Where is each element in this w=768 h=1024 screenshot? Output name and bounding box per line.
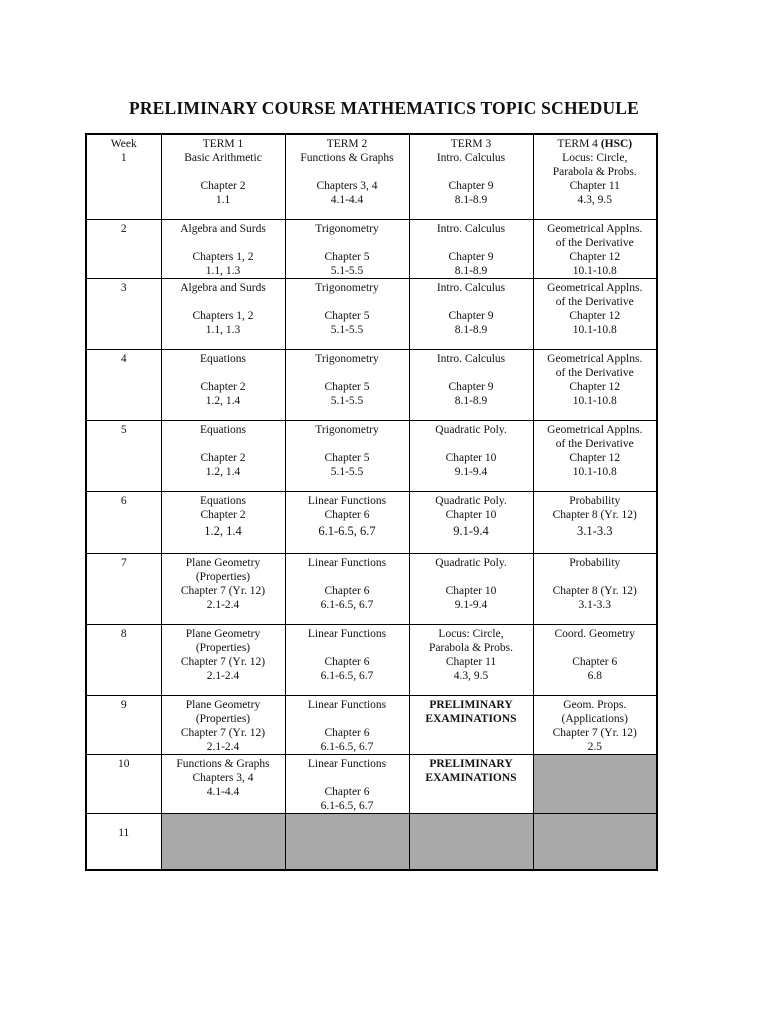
term-4-cell [533,624,657,695]
chapter: Chapter 6 [324,726,370,739]
topic: Geometrical Applns. [547,281,643,294]
topic: Quadratic Poly. [435,423,507,436]
chapter: Chapter 8 (Yr. 12) [552,584,637,597]
term-3-cell [409,754,533,813]
sections: 1.2, 1.4 [204,523,242,538]
topic-line-2: Parabola & Probs. [428,641,513,654]
sections: 4.1-4.4 [206,785,240,798]
term-3-cell [409,349,533,420]
topic: Equations [200,352,246,365]
term-2-cell [285,624,409,695]
topic: Equations [200,494,246,507]
term-1-cell [161,754,285,813]
page-title: PRELIMINARY COURSE MATHEMATICS TOPIC SCHEDULE [128,98,640,118]
chapter: Chapter 11 [569,180,620,192]
week-number: 4 [120,352,127,365]
topic-line-2: of the Derivative [555,366,634,379]
sections: 1.2, 1.4 [205,394,241,407]
week-cell [86,420,161,491]
week-number: 9 [120,698,127,711]
term-name: TERM 2 [326,138,368,150]
term-3-cell [409,624,533,695]
week-number: 6 [120,494,127,507]
sections: 9.1-9.4 [454,598,488,611]
term-4-cell [533,553,657,624]
chapter: Chapter 2 [200,451,246,464]
topic: Intro. Calculus [436,222,506,235]
topic: Algebra and Surds [180,222,266,235]
topic: Geometrical Applns. [547,222,643,235]
term-1-cell [161,134,285,219]
chapter: Chapter 6 [324,584,370,597]
sections: 8.1-8.9 [454,394,488,407]
sections: 2.1-2.4 [206,669,240,682]
table-row-week-6 [86,491,657,553]
topic-line-2: of the Derivative [555,236,634,249]
sections: 4.1-4.4 [330,194,364,206]
chapter: Chapter 8 (Yr. 12) [552,508,637,521]
topic: Plane Geometry [185,698,261,711]
term-name: TERM 3 [450,138,492,150]
chapter: Chapter 7 (Yr. 12) [552,726,637,739]
chapter: Chapters 3, 4 [192,771,254,784]
shaded-cell [533,813,657,870]
chapter: Chapters 3, 4 [316,180,378,192]
table-row-week-2 [86,219,657,278]
topic-line-2: (Applications) [561,712,628,725]
topic: Plane Geometry [185,627,261,640]
chapter: Chapter 7 (Yr. 12) [180,584,266,597]
chapter: Chapter 6 [324,655,370,668]
sections: 3.1-3.3 [577,523,613,538]
exam-label-line-1: PRELIMINARY [429,757,513,770]
chapter: Chapter 12 [569,309,621,322]
table-row-week-10 [86,754,657,813]
term-2-cell [285,491,409,553]
sections: 5.1-5.5 [330,323,364,336]
exam-label-line-2: EXAMINATIONS [425,771,517,784]
sections: 4.3, 9.5 [453,669,489,682]
topic: Probability [569,556,621,569]
topic: Linear Functions [307,698,387,711]
week-number: 7 [120,556,127,569]
term-4-hsc: (HSC) [600,138,633,150]
term-3-cell [409,553,533,624]
table-row-week-3 [86,278,657,349]
topic: Intro. Calculus [436,352,506,365]
table-row-week-4 [86,349,657,420]
term-4-cell [533,695,657,754]
week-cell [86,695,161,754]
topic: Probability [569,494,621,507]
topic: Functions & Graphs [300,152,394,164]
term-4-label: TERM 4 [557,138,598,150]
sections: 6.1-6.5, 6.7 [320,598,374,611]
sections: 5.1-5.5 [330,394,364,407]
week-label: Week [110,138,137,150]
chapter: Chapter 5 [324,451,370,464]
chapter: Chapter 12 [569,250,621,263]
table-row-week-7 [86,553,657,624]
table-row-week-8 [86,624,657,695]
chapter: Chapter 2 [200,380,246,393]
sections: 10.1-10.8 [572,323,617,336]
sections: 6.1-6.5, 6.7 [320,799,374,812]
term-2-cell [285,219,409,278]
table-row-week-11 [86,813,657,870]
topic: Coord. Geometry [554,627,635,640]
week-number: 5 [120,423,127,436]
term-name: TERM 1 [202,138,244,150]
term-1-cell [161,553,285,624]
topic-line-2: Parabola & Probs. [552,166,637,178]
sections: 4.3, 9.5 [577,194,612,206]
week-cell [86,491,161,553]
sections: 9.1-9.4 [453,523,489,538]
sections: 6.1-6.5, 6.7 [320,740,374,753]
term-1-cell [161,219,285,278]
topic: Quadratic Poly. [435,556,507,569]
sections: 8.1-8.9 [454,264,488,277]
sections: 3.1-3.3 [578,598,612,611]
topic: Geom. Props. [563,698,627,711]
sections: 1.1, 1.3 [205,264,241,277]
sections: 10.1-10.8 [572,465,617,478]
chapter: Chapter 6 [572,655,618,668]
chapter: Chapters 1, 2 [192,309,254,322]
term-4-cell [533,278,657,349]
table-row-week-9 [86,695,657,754]
term-3-cell [409,420,533,491]
topic: Quadratic Poly. [435,494,507,507]
week-number: 2 [120,222,127,235]
week-cell [86,219,161,278]
term-4-cell [533,349,657,420]
chapter: Chapter 2 [200,180,246,192]
sections: 10.1-10.8 [572,394,617,407]
chapter: Chapter 6 [324,785,370,798]
term-3-cell [409,219,533,278]
week-cell [86,813,161,870]
chapter: Chapter 10 [445,508,497,521]
topic-line-2: (Properties) [195,570,251,583]
chapter: Chapter 7 (Yr. 12) [180,655,266,668]
sections: 8.1-8.9 [454,323,488,336]
week-number: 1 [120,152,127,164]
exam-label-line-1: PRELIMINARY [429,698,513,711]
table-row-week-1 [86,134,657,219]
week-cell [86,278,161,349]
chapter: Chapter 5 [324,250,370,263]
term-4-cell [533,219,657,278]
table-row-week-5 [86,420,657,491]
term-name [536,137,655,151]
term-1-cell [161,278,285,349]
topic-line-2: of the Derivative [555,295,634,308]
shaded-cell [533,754,657,813]
chapter: Chapters 1, 2 [192,250,254,263]
week-cell [86,134,161,219]
topic: Functions & Graphs [176,757,270,770]
chapter: Chapter 6 [324,508,370,521]
topic: Intro. Calculus [436,281,506,294]
week-number: 11 [118,826,130,839]
chapter: Chapter 9 [448,309,494,322]
sections: 6.1-6.5, 6.7 [320,669,374,682]
sections: 8.1-8.9 [454,194,488,206]
exam-label-line-2: EXAMINATIONS [425,712,517,725]
topic: Trigonometry [315,352,379,365]
topic: Equations [200,423,246,436]
week-cell [86,349,161,420]
week-number: 3 [120,281,127,294]
term-3-cell [409,491,533,553]
topic-line-2: of the Derivative [555,437,634,450]
shaded-cell [409,813,533,870]
week-cell [86,553,161,624]
schedule-table [85,133,658,871]
chapter: Chapter 10 [445,584,497,597]
week-number: 8 [120,627,127,640]
shaded-cell [285,813,409,870]
chapter: Chapter 5 [324,380,370,393]
term-4-cell [533,491,657,553]
topic: Locus: Circle, [438,627,504,640]
chapter: Chapter 9 [448,250,494,263]
term-4-cell [533,420,657,491]
chapter: Chapter 7 (Yr. 12) [180,726,266,739]
term-2-cell [285,553,409,624]
term-1-cell [161,420,285,491]
topic: Linear Functions [307,556,387,569]
sections: 5.1-5.5 [330,264,364,277]
term-2-cell [285,278,409,349]
topic-line-1: Locus: Circle, [562,152,628,164]
sections: 9.1-9.4 [454,465,488,478]
topic: Geometrical Applns. [547,423,643,436]
topic: Linear Functions [307,494,387,507]
chapter: Chapter 10 [445,451,497,464]
term-2-cell [285,695,409,754]
sections: 6.8 [587,669,602,682]
topic: Trigonometry [315,423,379,436]
term-1-cell [161,695,285,754]
term-2-cell [285,134,409,219]
term-1-cell [161,624,285,695]
term-2-cell [285,754,409,813]
topic: Trigonometry [315,281,379,294]
topic: Basic Arithmetic [184,152,262,164]
term-2-cell [285,420,409,491]
week-cell [86,754,161,813]
topic: Trigonometry [315,222,379,235]
sections: 2.1-2.4 [206,740,240,753]
sections: 1.1 [215,194,231,206]
chapter: Chapter 9 [448,380,494,393]
chapter: Chapter 12 [569,380,621,393]
term-3-cell [409,695,533,754]
topic: Plane Geometry [185,556,261,569]
term-4-cell [533,134,657,219]
topic: Linear Functions [307,627,387,640]
sections: 10.1-10.8 [572,264,617,277]
sections: 1.2, 1.4 [205,465,241,478]
week-cell [86,624,161,695]
topic: Algebra and Surds [180,281,266,294]
chapter: Chapter 2 [200,508,246,521]
chapter: Chapter 9 [448,180,494,192]
term-1-cell [161,349,285,420]
chapter: Chapter 11 [445,655,497,668]
week-number: 10 [118,757,130,770]
term-1-cell [161,491,285,553]
term-3-cell [409,278,533,349]
topic: Geometrical Applns. [547,352,643,365]
sections: 2.5 [587,740,602,753]
sections: 1.1, 1.3 [205,323,241,336]
term-3-cell [409,134,533,219]
sections: 2.1-2.4 [206,598,240,611]
sections: 5.1-5.5 [330,465,364,478]
topic-line-2: (Properties) [195,712,251,725]
shaded-cell [161,813,285,870]
chapter: Chapter 5 [324,309,370,322]
sections: 6.1-6.5, 6.7 [318,523,376,538]
topic: Linear Functions [307,757,387,770]
topic: Intro. Calculus [436,152,506,164]
term-2-cell [285,349,409,420]
chapter: Chapter 12 [569,451,621,464]
topic-line-2: (Properties) [195,641,251,654]
